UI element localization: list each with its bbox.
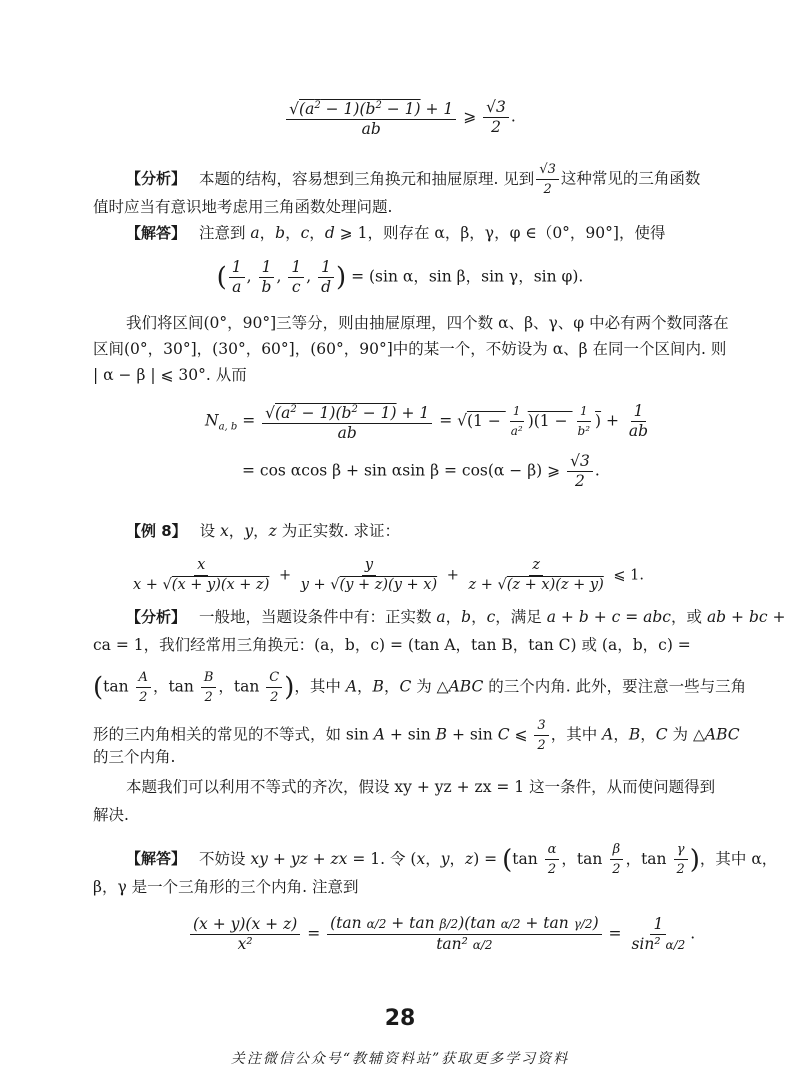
formula-top: $\frac{√(a^2 - 1)(b^2 - 1) + 1}{ab}$ ⩾ $\frac{√3}{2}$ . (0, 96, 800, 139)
analysis2-line6: 本题我们可以利用不等式的齐次，假设 xy + yz + zx = 1 这一条件，从而使问题得到 (126, 778, 716, 796)
solution2-line2: β，γ 是一个三角形的三个内角. 注意到 (93, 878, 359, 896)
solution1-label: 【解答】 (126, 224, 187, 242)
solution1-eq2: $N_{a, b}$ = $\frac{√(a^2 - 1)(b^2 - 1) + 1}{ab}$ = √(1 − $\frac{1}{\text{a²}}$ )(1 − $\frac{1}{\text{b²}}$ ) + $\frac{1}{ab}$ (205, 400, 653, 443)
solution1-para1: 我们将区间(0°，90°]三等分，则由抽屉原理，四个数 α、β、γ、φ 中必有两个数同落在 (126, 314, 729, 332)
solution1-para3: | α − β | ⩽ 30°. 从而 (93, 366, 247, 384)
solution1-eq1: ( $\frac{1}{a}$ , $\frac{1}{b}$ , $\frac{1}{c}$ , $\frac{1}{d}$ ) = (sin α，sin β，sin γ，sin φ). (216, 258, 584, 296)
example8-formula: $\frac{x}{x + √(x + y)(x + z)}$ + $\frac{y}{y + √(y + z)(y + x)}$ + $\frac{z}{z + √(z + x)(z + y)}$ ⩽ 1. (133, 557, 644, 593)
solution2-label: 【解答】 (126, 849, 187, 868)
solution2-line1: 【解答】 不妨设 xy + yz + zx = 1. 令 (x，y，z) = (tan $\frac{\alpha}{2}$ ，tan $\frac{\beta}{2}$ ，tan $\frac{\gamma}{2}$ )，其中 α， (126, 842, 778, 877)
analysis1-label: 【分析】 (126, 169, 187, 188)
solution2-eq: $\frac{(x + y)(x + z)}{\text{x²}}$ = $\frac{\text{(tan α/2 + tan β/2)(tan α/2 + tan γ/2)}}{\text{tan² α/2}}$ = $\frac{1}{\text{sin² α/2}}$ . (188, 914, 695, 955)
analysis2-line7: 解决. (93, 806, 129, 824)
analysis2-line1: 【分析】 一般地，当题设条件中有：正实数 a，b，c，满足 a + b + c = abc，或 ab + bc + (126, 608, 786, 626)
solution1-eq3: = cos αcos β + sin αsin β = cos(α − β) ⩾ $\frac{√3}{2}$ . (242, 452, 600, 490)
analysis1-line1: 【分析】 本题的结构，容易想到三角换元和抽屉原理. 见到 $\frac{√3}{2}$ 这种常见的三角函数 (126, 162, 701, 197)
page-number: 28 (384, 1006, 416, 1031)
analysis2-line2: ca = 1，我们经常用三角换元：(a，b，c) = (tan A，tan B，tan C) 或 (a，b，c) = (93, 636, 691, 654)
analysis2-line5: 的三个内角. (93, 748, 176, 766)
solution1-line1: 【解答】 注意到 a，b，c，d ⩾ 1，则存在 α，β，γ，φ ∈（0°，90°]，使得 (126, 224, 666, 242)
solution1-para2: 区间(0°，30°]，(30°，60°]，(60°，90°]中的某一个，不妨设为 α、β 在同一个区间内. 则 (93, 340, 727, 358)
analysis2-line4: 形的三内角相关的常见的不等式，如 sin A + sin B + sin C ⩽ $\frac{3}{2}$ ，其中 A，B，C 为 △ABC (93, 718, 740, 753)
analysis2-label: 【分析】 (126, 608, 187, 626)
example8-label: 【例 8】 (126, 522, 187, 540)
footer-note: 关注微信公众号“教辅资料站”获取更多学习资料 (230, 1051, 570, 1067)
example8-line: 【例 8】 设 x，y，z 为正实数. 求证： (126, 522, 401, 540)
analysis2-line3: (tan $\frac{A}{2}$ ，tan $\frac{B}{2}$ ，tan $\frac{C}{2}$ )，其中 A，B，C 为 △ABC 的三个内角. 此外，要注意一些与三角 (93, 670, 747, 705)
analysis1-line2: 值时应当有意识地考虑用三角函数处理问题. (93, 198, 393, 216)
